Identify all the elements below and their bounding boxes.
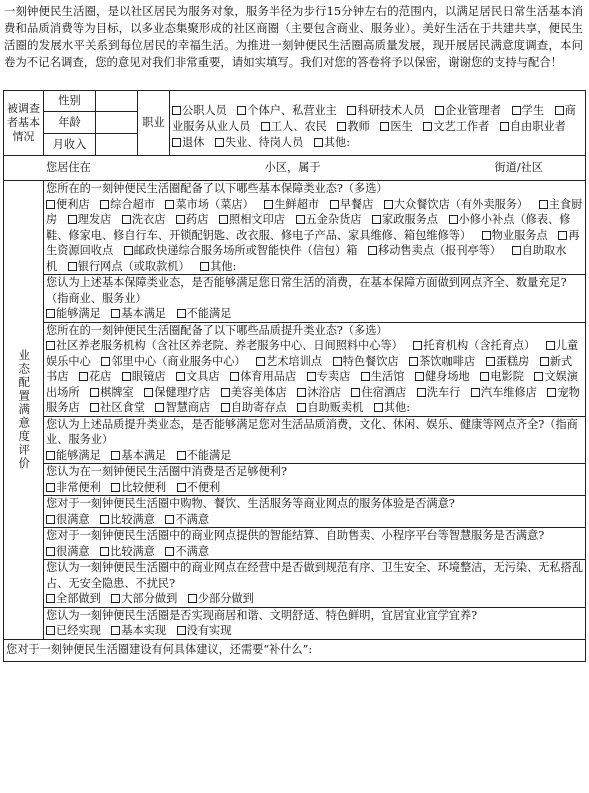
q4-option[interactable] (177, 449, 232, 462)
residence-label-a: 您居住在 (46, 161, 91, 174)
q4-option-label: 基本满足 (121, 448, 167, 462)
q3-option-label: 茶饮咖啡店 (419, 354, 476, 368)
q1-option[interactable] (200, 260, 236, 273)
checkbox-icon[interactable] (221, 403, 230, 412)
gender-label: 性别 (44, 91, 96, 112)
q1-option-label: 洗衣店 (131, 213, 166, 226)
q3-option[interactable] (417, 386, 461, 399)
q2-cell (44, 275, 586, 323)
q1-option-label: 再生资源回收点 (46, 228, 580, 257)
checkbox-icon[interactable] (111, 626, 120, 635)
q9-option-label: 基本实现 (121, 624, 167, 637)
q2-text: 您认为上述基本保障类业态，是否能够满足您日常生活的消费，在基本保障方面做到网点齐全、数量充足?（指商业、服务业） (46, 276, 567, 305)
q3-option[interactable] (90, 401, 145, 414)
job-option-label: 商业服务从业人员 (172, 104, 576, 133)
q1-option[interactable] (368, 244, 501, 257)
checkbox-icon[interactable] (314, 138, 323, 147)
checkbox-icon[interactable] (230, 372, 239, 381)
q1-option-label: 移动售卖点（报刊亭等） (378, 244, 502, 257)
q3-option-label: 生活馆 (370, 370, 405, 383)
q3-option[interactable] (351, 386, 406, 399)
checkbox-icon[interactable] (297, 388, 306, 397)
final-question: 您对于一刻钟便民生活圈建设有何具体建议，还需要“补什么”: (4, 639, 586, 661)
q3-option-label: 蛋糕房 (495, 354, 530, 368)
q2-option-label: 能够满足 (56, 307, 101, 320)
checkbox-icon[interactable] (330, 200, 339, 209)
checkbox-icon[interactable] (256, 357, 265, 366)
checkbox-icon[interactable] (177, 309, 186, 318)
checkbox-icon[interactable] (423, 122, 432, 131)
q3-option[interactable] (333, 355, 399, 368)
q1-text: 您所在的一刻钟便民生活圈配备了以下哪些基本保障类业态?（多选） (46, 182, 388, 195)
q3-option[interactable] (122, 370, 166, 383)
q1-option[interactable] (100, 198, 155, 211)
age-field[interactable] (96, 112, 138, 134)
checkbox-icon[interactable] (307, 372, 316, 381)
job-option-label: 企业管理者 (445, 104, 502, 117)
q3-cell (44, 322, 586, 416)
q3-option[interactable] (230, 370, 296, 383)
checkbox-icon[interactable] (372, 215, 381, 224)
checkbox-icon[interactable] (177, 626, 186, 635)
checkbox-icon[interactable] (219, 215, 228, 224)
q1-option[interactable] (482, 229, 548, 242)
checkbox-icon[interactable] (547, 388, 556, 397)
checkbox-icon[interactable] (90, 403, 99, 412)
q3-text: 您所在的一刻钟便民生活圈配备了以下哪些品质提升类业态?（多选） (46, 323, 388, 337)
checkbox-icon[interactable] (100, 515, 109, 524)
checkbox-icon[interactable] (172, 138, 181, 147)
q1-option[interactable] (124, 244, 358, 257)
checkbox-icon[interactable] (435, 106, 444, 115)
job-options (170, 91, 586, 156)
q1-option-label: 大众餐饮店（有外卖服务） (393, 197, 529, 211)
q8-option-label: 大部分做到 (121, 592, 178, 605)
basic-section-label: 被调查者基本情况 (4, 91, 44, 156)
q3-option-label: 体育用品店 (240, 370, 297, 383)
checkbox-icon[interactable] (46, 451, 55, 460)
q1-option[interactable] (68, 213, 112, 226)
q1-option[interactable] (165, 198, 253, 211)
checkbox-icon[interactable] (111, 594, 120, 603)
q3-option[interactable] (90, 386, 134, 399)
residence-label-c: 街道/社区 (494, 161, 543, 174)
q3-option-label: 宠物服务店 (46, 385, 580, 414)
q3-option-label: 洗车行 (426, 385, 461, 399)
q1-option-label: 早餐店 (339, 197, 374, 211)
checkbox-icon[interactable] (296, 215, 305, 224)
q3-option-label: 智慧商店 (165, 401, 211, 414)
checkbox-icon[interactable] (409, 357, 418, 366)
job-option-label: 医生 (390, 120, 413, 133)
q5-option[interactable] (111, 481, 166, 494)
q1-option-label: 照相文印店 (229, 213, 285, 226)
q1-option[interactable] (296, 213, 362, 226)
q9-option-label: 已经实现 (56, 624, 101, 637)
checkbox-icon[interactable] (374, 403, 383, 412)
q3-option-label: 健身场地 (424, 370, 470, 383)
job-option[interactable] (500, 120, 566, 133)
q8-option-label: 少部分做到 (197, 592, 254, 605)
q1-option-label: 便利店 (56, 197, 90, 211)
checkbox-icon[interactable] (165, 547, 174, 556)
q3-option[interactable] (221, 401, 287, 414)
checkbox-icon[interactable] (297, 403, 306, 412)
q2-option[interactable] (46, 307, 101, 320)
checkbox-icon[interactable] (449, 215, 458, 224)
q9-option[interactable] (177, 624, 232, 637)
checkbox-icon[interactable] (415, 372, 424, 381)
q1-option-label: 综合超市 (110, 197, 155, 211)
checkbox-icon[interactable] (337, 122, 346, 131)
checkbox-icon[interactable] (122, 372, 131, 381)
checkbox-icon[interactable] (155, 403, 164, 412)
checkbox-icon[interactable] (46, 200, 55, 209)
checkbox-icon[interactable] (111, 451, 120, 460)
q3-option-label: 艺术培训点 (266, 354, 323, 368)
q6-option[interactable] (46, 513, 90, 526)
q4-option-label: 能够满足 (56, 448, 101, 462)
checkbox-icon[interactable] (261, 122, 270, 131)
q3-option-label: 托育机构（含托育点） (423, 339, 536, 352)
q3-option-label: 文娱演出场所 (46, 370, 579, 399)
q3-option-label: 新式书店 (46, 354, 573, 383)
q1-option-label: 五金杂货店 (305, 213, 362, 226)
checkbox-icon[interactable] (546, 341, 555, 350)
job-option-label: 科研技术人员 (357, 104, 425, 117)
q1-option[interactable] (219, 213, 285, 226)
checkbox-icon[interactable] (200, 262, 209, 271)
q3-option[interactable] (221, 386, 287, 399)
checkbox-icon[interactable] (351, 388, 360, 397)
checkbox-icon[interactable] (176, 372, 185, 381)
q3-option[interactable] (144, 386, 210, 399)
job-option[interactable] (261, 120, 327, 133)
q1-option[interactable] (384, 198, 528, 211)
q5-option[interactable] (46, 481, 101, 494)
q6-cell (44, 496, 586, 528)
job-option[interactable] (215, 136, 303, 149)
q6-option-label: 不满意 (175, 512, 210, 526)
q1-option-label: 菜市场（菜店） (175, 197, 254, 211)
checkbox-icon[interactable] (177, 451, 186, 460)
q1-option[interactable] (68, 260, 190, 273)
q3-option[interactable] (374, 401, 410, 414)
checkbox-icon[interactable] (100, 200, 109, 209)
q7-option[interactable] (100, 545, 155, 558)
q1-option-label: 其他: (210, 259, 237, 273)
q3-option-label: 美容美体店 (230, 385, 287, 399)
q4-option[interactable] (111, 449, 166, 462)
q7-option-label: 很满意 (56, 544, 90, 558)
checkbox-icon[interactable] (540, 357, 549, 366)
checkbox-icon[interactable] (111, 309, 120, 318)
job-option-label: 学生 (521, 104, 545, 117)
q3-option-label: 汽车维修店 (480, 385, 537, 399)
checkbox-icon[interactable] (122, 215, 131, 224)
job-label: 职业 (138, 91, 170, 156)
job-option-label: 其他: (323, 136, 350, 149)
checkbox-icon[interactable] (480, 372, 489, 381)
q5-cell (44, 464, 586, 496)
q1-option[interactable] (372, 213, 438, 226)
q8-text: 您认为一刻钟便民生活圈中的商业网点在经营中是否做到规范有序、卫生安全、环境整洁，无污染、无私搭乱占、无安全隐患、不扰民? (46, 561, 584, 590)
q1-option-label: 邮政快递综合服务场所或智能快件（信包）箱 (133, 244, 358, 257)
checkbox-icon[interactable] (90, 388, 99, 397)
job-option-label: 教师 (347, 120, 370, 133)
q1-option-label: 物业服务点 (491, 228, 548, 242)
checkbox-icon[interactable] (361, 372, 370, 381)
job-option[interactable] (423, 120, 489, 133)
q6-option-label: 比较满意 (110, 512, 155, 526)
checkbox-icon[interactable] (176, 215, 185, 224)
checkbox-icon[interactable] (347, 106, 356, 115)
checkbox-icon[interactable] (384, 200, 393, 209)
q6-option[interactable] (100, 513, 155, 526)
q8-cell (44, 560, 586, 608)
q1-option[interactable] (122, 213, 166, 226)
checkbox-icon[interactable] (124, 246, 133, 255)
q3-option-label: 社区食堂 (100, 401, 145, 414)
q2-option[interactable] (177, 307, 232, 320)
q3-option-label: 专卖店 (316, 370, 351, 383)
checkbox-icon[interactable] (79, 372, 88, 381)
job-option-label: 自由职业者 (509, 120, 566, 133)
job-option[interactable] (337, 120, 369, 133)
job-option-label: 个体户、私营业主 (247, 104, 337, 117)
q3-option-label: 其他: (383, 401, 410, 414)
checkbox-icon[interactable] (144, 388, 153, 397)
checkbox-icon[interactable] (165, 200, 174, 209)
q9-option[interactable] (111, 624, 166, 637)
q7-option-label: 不满意 (175, 544, 210, 558)
residence-row (4, 156, 586, 181)
q8-option[interactable] (111, 592, 177, 605)
eval-section-label: 业态配置满意度评价 (4, 181, 44, 640)
q5-option-label: 比较便利 (121, 480, 167, 494)
checkbox-icon[interactable] (215, 138, 224, 147)
survey-table (3, 90, 586, 662)
q3-option-label: 社区养老服务机构（含社区养老院、养老服务中心、日间照料中心等） (56, 339, 403, 352)
checkbox-icon[interactable] (165, 515, 174, 524)
checkbox-icon[interactable] (512, 106, 521, 115)
checkbox-icon[interactable] (380, 122, 389, 131)
checkbox-icon[interactable] (46, 515, 55, 524)
residence-label-b: 小区，属于 (264, 161, 321, 174)
q3-option[interactable] (46, 339, 403, 352)
q9-option[interactable] (46, 624, 101, 637)
q3-option[interactable] (361, 370, 405, 383)
q1-option[interactable] (330, 198, 374, 211)
checkbox-icon[interactable] (46, 341, 55, 350)
checkbox-icon[interactable] (100, 547, 109, 556)
checkbox-icon[interactable] (333, 357, 342, 366)
age-label: 年龄 (44, 112, 96, 134)
checkbox-icon[interactable] (46, 626, 55, 635)
job-option[interactable] (347, 104, 424, 117)
job-option[interactable] (172, 136, 204, 149)
q5-option-label: 不便利 (186, 480, 221, 494)
q1-option[interactable] (176, 213, 208, 226)
q3-option-label: 保健理疗店 (154, 385, 211, 399)
job-option[interactable] (314, 136, 350, 149)
checkbox-icon[interactable] (558, 231, 567, 240)
q3-option-label: 住宿酒店 (361, 385, 407, 399)
q1-option[interactable] (264, 198, 319, 211)
checkbox-icon[interactable] (46, 594, 55, 603)
q1-option-label: 药店 (186, 213, 209, 226)
q3-option[interactable] (486, 355, 530, 368)
q3-option[interactable] (471, 386, 537, 399)
job-option-label: 失业、待岗人员 (224, 136, 304, 149)
checkbox-icon[interactable] (111, 483, 120, 492)
q3-option[interactable] (155, 401, 210, 414)
q7-option-label: 比较满意 (110, 544, 155, 558)
job-option[interactable] (380, 120, 412, 133)
checkbox-icon[interactable] (555, 106, 564, 115)
income-label: 月收入 (44, 134, 96, 156)
job-option-label: 退休 (182, 136, 205, 149)
q8-option[interactable] (46, 592, 101, 605)
checkbox-icon[interactable] (539, 200, 548, 209)
job-option[interactable] (435, 104, 501, 117)
checkbox-icon[interactable] (368, 246, 377, 255)
q1-option-label: 小修小补点（修表、修鞋、修家电、修自行车、开锁配钥匙、改衣服、修电子产品、家具维修、箱包维修等） (46, 213, 571, 242)
q3-option[interactable] (79, 370, 111, 383)
checkbox-icon[interactable] (46, 309, 55, 318)
q9-option-label: 没有实现 (186, 624, 232, 637)
checkbox-icon[interactable] (68, 215, 77, 224)
q3-option[interactable] (480, 370, 524, 383)
q4-cell (44, 416, 586, 464)
q5-option-label: 非常便利 (56, 480, 101, 494)
job-option-label: 工人、农民 (270, 120, 327, 133)
q8-option-label: 全部做到 (56, 592, 101, 605)
q4-option[interactable] (46, 449, 101, 462)
q3-option-label: 特色餐饮店 (342, 354, 399, 368)
q7-option[interactable] (165, 545, 209, 558)
checkbox-icon[interactable] (177, 483, 186, 492)
q3-option-label: 邻里中心（商业服务中心） (111, 354, 246, 368)
q3-option-label: 花店 (88, 370, 112, 383)
q3-option-label: 儿童娱乐中心 (46, 339, 579, 368)
q3-option-label: 自助寄存点 (230, 401, 287, 414)
q2-option-label: 不能满足 (186, 307, 232, 320)
q6-option[interactable] (165, 513, 209, 526)
checkbox-icon[interactable] (68, 262, 77, 271)
q9-text: 您认为一刻钟便民生活圈是否实现商居和谐、文明舒适、特色鲜明，宜居宜业宜学宜养? (46, 608, 478, 622)
q3-option-label: 沐浴店 (307, 385, 341, 399)
job-option-label: 公职人员 (182, 104, 227, 117)
q3-option[interactable] (256, 355, 322, 368)
q4-option-label: 不能满足 (186, 448, 232, 462)
checkbox-icon[interactable] (188, 594, 197, 603)
q3-option[interactable] (176, 370, 220, 383)
q1-option-label: 理发店 (77, 213, 112, 226)
checkbox-icon[interactable] (500, 122, 509, 131)
gender-field[interactable] (96, 91, 138, 112)
checkbox-icon[interactable] (471, 388, 480, 397)
checkbox-icon[interactable] (46, 483, 55, 492)
q3-option-label: 电影院 (490, 370, 524, 383)
checkbox-icon[interactable] (264, 200, 273, 209)
q2-option[interactable] (111, 307, 166, 320)
checkbox-icon[interactable] (172, 106, 181, 115)
checkbox-icon[interactable] (486, 357, 495, 366)
q1-option-label: 生鲜超市 (274, 197, 320, 211)
q3-option[interactable] (307, 370, 351, 383)
income-field[interactable] (96, 134, 138, 156)
q9-cell (44, 607, 586, 639)
q3-option[interactable] (297, 401, 363, 414)
q6-text: 您对于一刻钟便民生活圈中购物、餐饮、生活服务等商业网点的服务体验是否满意? (46, 497, 455, 510)
q8-option[interactable] (188, 592, 254, 605)
q4-text: 您认为上述品质提升类业态，是否能够满足您对生活品质消费，文化、休闲、娱乐、健康等网点齐全?（指商业、服务业） (46, 417, 578, 446)
q3-option[interactable] (413, 339, 535, 352)
job-option[interactable] (172, 104, 227, 117)
q6-option-label: 很满意 (56, 512, 90, 526)
q7-text: 您对于一刻钟便民生活圈中的商业网点提供的智能结算、自助售卖、小程序平台等智慧服务是否满意? (46, 529, 545, 542)
q3-option-label: 棋牌室 (100, 385, 134, 399)
q1-cell (44, 181, 586, 275)
q3-option-label: 文具店 (186, 370, 220, 383)
q2-option-label: 基本满足 (121, 307, 167, 320)
checkbox-icon[interactable] (417, 388, 426, 397)
checkbox-icon[interactable] (534, 372, 543, 381)
checkbox-icon[interactable] (512, 246, 521, 255)
checkbox-icon[interactable] (46, 547, 55, 556)
q3-option-label: 眼镜店 (131, 370, 166, 383)
q3-option-label: 自助贩卖机 (307, 401, 364, 414)
checkbox-icon[interactable] (237, 106, 246, 115)
q3-option[interactable] (297, 386, 341, 399)
q7-option[interactable] (46, 545, 90, 558)
q1-option[interactable] (46, 198, 90, 211)
checkbox-icon[interactable] (101, 357, 110, 366)
q1-option-label: 家政服务点 (382, 213, 438, 226)
q3-option[interactable] (409, 355, 475, 368)
job-option-label: 文艺工作者 (433, 120, 490, 133)
q3-option[interactable] (415, 370, 470, 383)
q7-cell (44, 528, 586, 560)
q5-text: 您认为在一刻钟便民生活圈中消费是否足够便利? (46, 465, 287, 478)
checkbox-icon[interactable] (221, 388, 230, 397)
job-option[interactable] (512, 104, 544, 117)
job-option[interactable] (237, 104, 337, 117)
q1-option-label: 主食厨房 (46, 197, 583, 226)
q5-option[interactable] (177, 481, 221, 494)
q3-option[interactable] (101, 355, 245, 368)
checkbox-icon[interactable] (413, 341, 422, 350)
checkbox-icon[interactable] (482, 231, 491, 240)
intro-paragraph: 一刻钟便民生活圈，是以社区居民为服务对象，服务半径为步行15分钟左右的范围内，以满足居民日常生活基本消费和品质消费等为目标，以多业态集聚形成的社区商圈（主要包含商业、服务业）。美好生活在于共建共享，便民生活圈的发展水平关系到每位居民的幸福生活。为推进一刻钟便民生活圈高质量发展，现开展居民满意度调查，本问卷为不记名调查，您的意见对我们非常重要，请如实填写。我们对您的答卷将予以保密，谢谢您的支持与配合！ (4, 4, 583, 69)
q1-option-label: 自助取水机 (46, 244, 567, 273)
q1-option-label: 银行网点（或取款机） (77, 259, 190, 273)
